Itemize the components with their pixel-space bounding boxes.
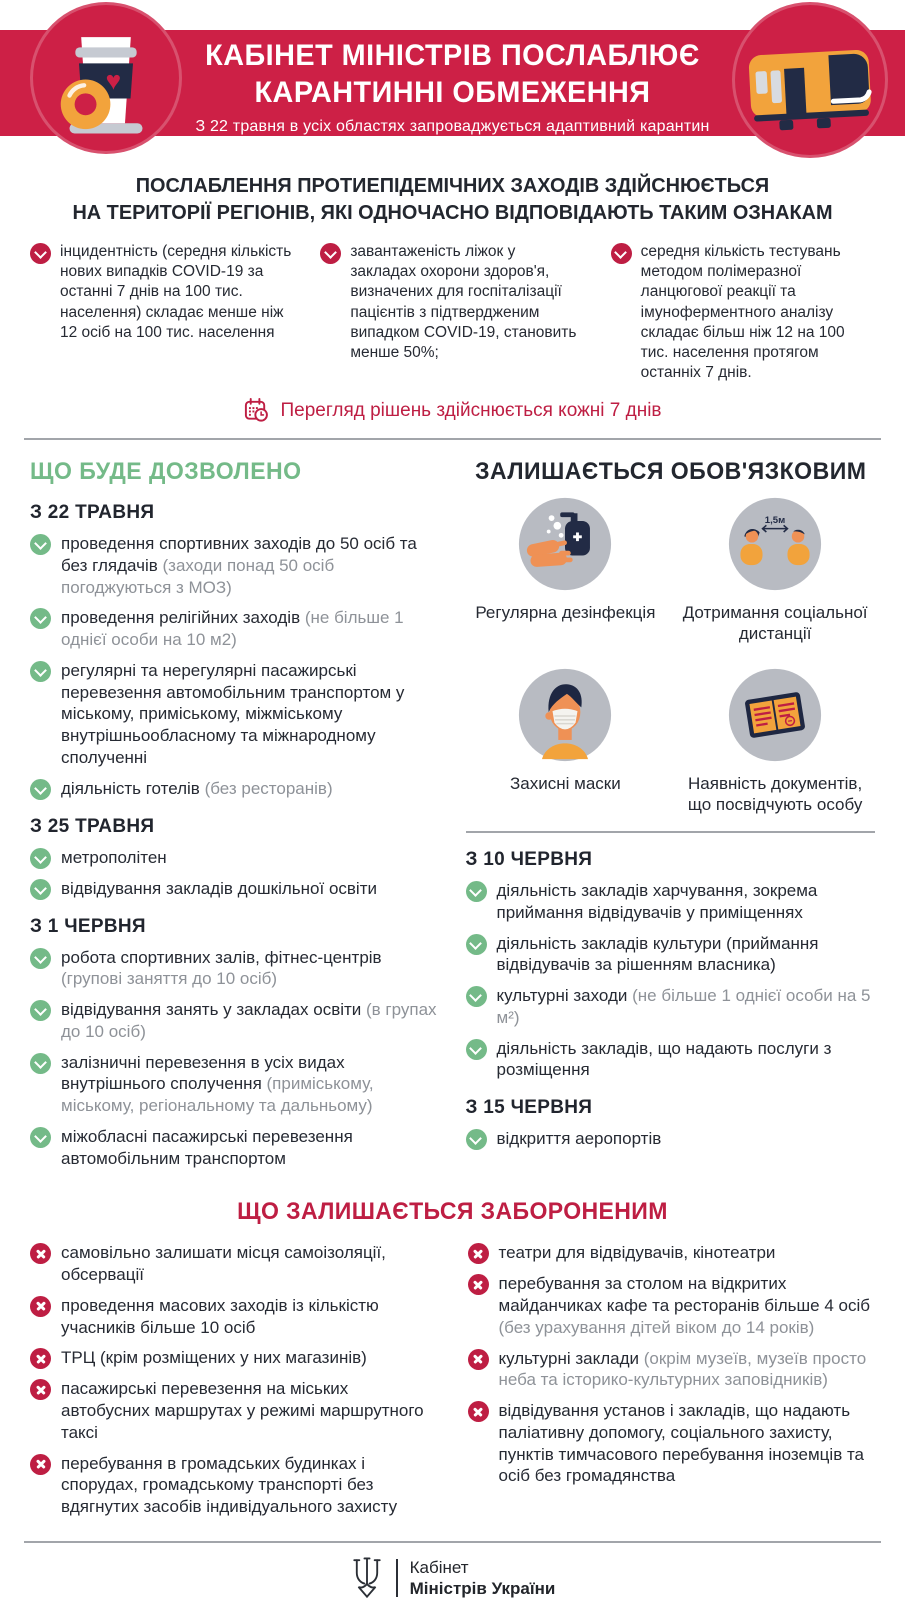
mandatory-item-disinfection — [475, 496, 655, 645]
list-item: проведення спортивних заходів до 50 осіб та без глядачів (заходи понад 50 осіб погоджуються з МОЗ) — [30, 533, 440, 598]
social-distance-icon — [727, 496, 823, 592]
list-item: діяльність закладів, що надають послуги з розміщення — [466, 1038, 876, 1082]
criteria-item — [611, 242, 875, 383]
footer-org-name — [410, 1557, 556, 1600]
green-check-icon — [30, 879, 51, 900]
list-item: діяльність готелів (без ресторанів) — [30, 778, 440, 800]
allowed-list-22-may — [30, 533, 440, 800]
list-item: ТРЦ (крім розміщених у них магазинів) — [30, 1347, 438, 1369]
list-item: культурні заходи (не більше 1 однієї особи на 5 м²) — [466, 985, 876, 1029]
red-check-icon — [611, 243, 632, 264]
mandatory-item-label: Захисні маски — [510, 773, 621, 793]
prohibited-heading: ЩО ЗАЛИШАЄТЬСЯ ЗАБОРОНЕНИМ — [237, 1198, 668, 1226]
header-banner — [0, 0, 905, 158]
list-item: театри для відвідувачів, кінотеатри — [468, 1242, 876, 1264]
list-item: відвідування закладів дошкільної освіти — [30, 878, 440, 900]
protective-mask-icon — [517, 667, 613, 763]
mandatory-icon-grid — [466, 496, 876, 815]
svg-text:1,5м: 1,5м — [764, 514, 786, 526]
footer — [0, 1543, 905, 1615]
list-item: пасажирські перевезення на міських автобусних маршрутах у режимі маршрутного таксі — [30, 1378, 438, 1443]
green-check-icon — [466, 1129, 487, 1150]
criteria-list — [0, 226, 905, 383]
svg-text:♥: ♥ — [105, 65, 122, 96]
prohibited-section — [0, 1198, 905, 1527]
cross-icon — [468, 1401, 489, 1422]
list-item: відкриття аеропортів — [466, 1128, 876, 1150]
green-check-icon — [466, 934, 487, 955]
criteria-item-text: середня кількість тестувань методом полімеразної ланцюгової реакції та імуноферментного аналізу складає більш ніж 12 на 100 тис. населення протягом останніх 7 днів. — [640, 243, 845, 381]
cross-icon — [468, 1243, 489, 1264]
prohibited-list-left — [30, 1242, 438, 1527]
criteria-heading — [33, 172, 872, 226]
coffee-cup-donut-icon — [30, 2, 182, 154]
allowed-list-10-june — [466, 880, 876, 1081]
list-item: відвідування занять у закладах освіти (в групах до 10 осіб) — [30, 999, 440, 1043]
date-heading: З 1 ЧЕРВНЯ — [30, 915, 146, 937]
criteria-item-text: завантаженість ліжок у закладах охорони здоров'я, визначених для госпіталізації пацієнтів з підтвердженим випадком COVID-19, становить менше 50%; — [350, 243, 577, 361]
mandatory-item-mask — [510, 667, 621, 816]
green-check-icon — [30, 948, 51, 969]
list-item: перебування за столом на відкритих майданчиках кафе та ресторанів більше 4 осіб (без урахування дітей віком до 14 років) — [468, 1273, 876, 1338]
cross-icon — [30, 1379, 51, 1400]
list-item: метрополітен — [30, 847, 440, 869]
cross-icon — [30, 1296, 51, 1317]
list-item: проведення релігійних заходів (не більше 1 однієї особи на 10 м2) — [30, 607, 440, 651]
green-check-icon — [466, 1039, 487, 1060]
mandatory-item-label: Дотримання соціальної дистанції — [682, 603, 868, 644]
allowed-list-1-june — [30, 947, 440, 1170]
allowed-heading: ЩО БУДЕ ДОЗВОЛЕНО — [30, 458, 302, 486]
date-heading: З 22 ТРАВНЯ — [30, 502, 155, 524]
list-item: відвідування установ і закладів, що надають паліативну допомогу, соціального захисту, пунктів тимчасового перебування іноземців та осіб без громадянства — [468, 1400, 876, 1487]
green-check-icon — [30, 1127, 51, 1148]
mandatory-column — [466, 452, 876, 1178]
list-item: регулярні та нерегулярні пасажирські перевезення автомобільним транспортом у міському, приміському, міжміському внутрішньообласному та міжнародному сполученні — [30, 660, 440, 769]
column-divider — [466, 831, 876, 833]
list-item: самовільно залишати місця самоізоляції, обсервації — [30, 1242, 438, 1286]
mandatory-item-documents — [675, 667, 875, 816]
criteria-item-text: інцидентність (середня кількість нових випадків COVID-19 за останні 7 днів на 100 тис. населення) складає менше ніж 12 осіб на 100 тис. населення — [60, 243, 292, 341]
green-check-icon — [30, 848, 51, 869]
allowed-column — [30, 452, 440, 1178]
list-item: діяльність закладів харчування, зокрема приймання відвідувачів у приміщеннях — [466, 880, 876, 924]
green-check-icon — [466, 881, 487, 902]
cross-icon — [30, 1454, 51, 1475]
list-item: діяльність закладів культури (приймання відвідувачів за рішенням власника) — [466, 933, 876, 977]
date-heading: З 25 ТРАВНЯ — [30, 815, 155, 837]
date-heading: З 10 ЧЕРВНЯ — [465, 849, 593, 871]
cross-icon — [468, 1274, 489, 1295]
prohibited-list-right — [468, 1242, 876, 1527]
review-note-text: Перегляд рішень здійснюється кожні 7 днів — [280, 399, 662, 421]
disinfection-icon — [517, 496, 613, 592]
cross-icon — [30, 1348, 51, 1369]
list-item: робота спортивних залів, фітнес-центрів (групові заняття до 10 осіб) — [30, 947, 440, 991]
footer-org-line2: Міністрів України — [409, 1578, 556, 1598]
footer-org-line1: Кабінет — [409, 1557, 469, 1577]
green-check-icon — [30, 1053, 51, 1074]
green-check-icon — [30, 779, 51, 800]
criteria-heading-line1: ПОСЛАБЛЕННЯ ПРОТИЕПІДЕМІЧНИХ ЗАХОДІВ ЗДІЙСНЮЄТЬСЯ — [135, 174, 770, 197]
list-item: культурні заклади (окрім музеїв, музеїв просто неба та історико-культурних заповідників) — [468, 1348, 876, 1392]
allowed-list-15-june — [466, 1128, 876, 1150]
list-item: перебування в громадських будинках і спорудах, громадському транспорті без вдягнутих засобів індивідуального захисту — [30, 1453, 438, 1518]
tram-icon — [732, 2, 888, 158]
green-check-icon — [30, 608, 51, 629]
mandatory-item-distance — [675, 496, 875, 645]
page-title-line2: КАРАНТИННІ ОБМЕЖЕННЯ — [254, 75, 651, 109]
list-item: міжобласні пасажирські перевезення автомобільним транспортом — [30, 1126, 440, 1170]
ukraine-trident-icon — [350, 1555, 384, 1601]
review-note — [0, 397, 905, 424]
red-check-icon — [30, 243, 51, 264]
page-title — [201, 38, 705, 111]
cross-icon — [30, 1243, 51, 1264]
mandatory-item-label: Регулярна дезінфекція — [475, 603, 656, 623]
page-title-line1: КАБІНЕТ МІНІСТРІВ ПОСЛАБЛЮЄ — [205, 39, 700, 72]
page-subtitle: З 22 травня в усіх областях запроваджується адаптивний карантин — [195, 118, 710, 136]
cross-icon — [468, 1349, 489, 1370]
criteria-heading-line2: НА ТЕРИТОРІЇ РЕГІОНІВ, ЯКІ ОДНОЧАСНО ВІДПОВІДАЮТЬ ТАКИМ ОЗНАКАМ — [72, 201, 833, 225]
criteria-item — [320, 242, 584, 383]
list-item: залізничні перевезення в усіх видах внутрішнього сполучення (приміському, міському, регіональному та дальньому) — [30, 1052, 440, 1117]
green-check-icon — [30, 534, 51, 555]
calendar-clock-icon — [243, 397, 270, 424]
mandatory-item-label: Наявність документів, що посвідчують особу — [687, 773, 863, 814]
green-check-icon — [466, 986, 487, 1007]
green-check-icon — [30, 1000, 51, 1021]
list-item: проведення масових заходів із кількістю учасників більше 10 осіб — [30, 1295, 438, 1339]
criteria-item — [30, 242, 294, 383]
identity-documents-icon — [727, 667, 823, 763]
date-heading: З 15 ЧЕРВНЯ — [465, 1097, 593, 1119]
criteria-section — [0, 172, 905, 424]
footer-separator — [396, 1559, 398, 1597]
red-check-icon — [320, 243, 341, 264]
mandatory-heading: ЗАЛИШАЄТЬСЯ ОБОВ'ЯЗКОВИМ — [474, 458, 866, 486]
green-check-icon — [30, 661, 51, 682]
allowed-list-25-may — [30, 847, 440, 900]
